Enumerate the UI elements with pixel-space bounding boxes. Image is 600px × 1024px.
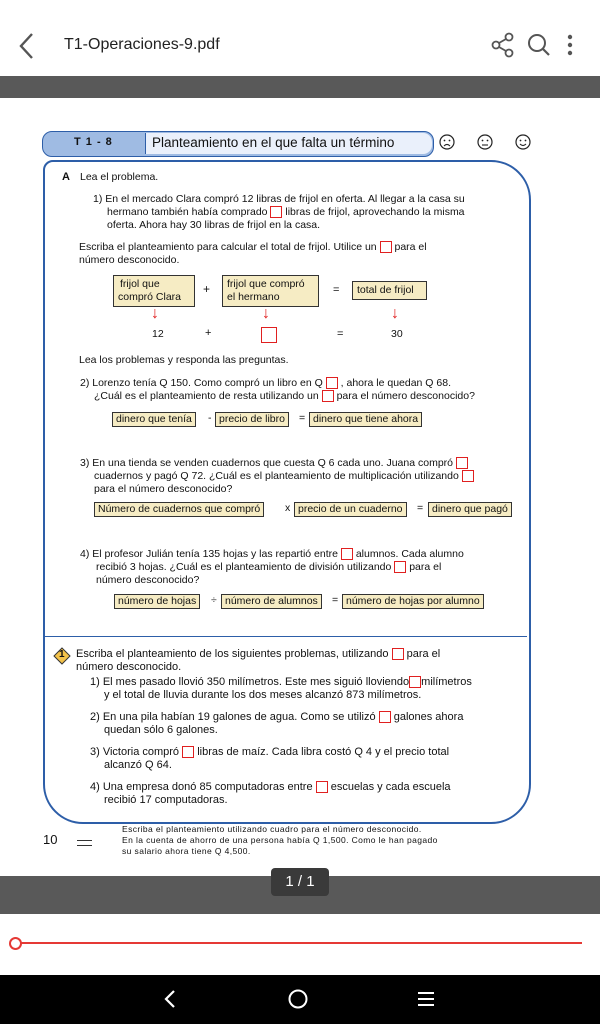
problem-4-line1-a: 4) El profesor Julián tenía 135 hojas y las repartió entre xyxy=(80,548,338,560)
problem-2-line1-a: 2) Lorenzo tenía Q 150. Como compró un libro en Q xyxy=(80,377,323,389)
viewer-background-top xyxy=(0,76,600,98)
s1-q2-line1-b: galones ahora xyxy=(393,711,464,723)
problem-4-line1 xyxy=(80,548,464,561)
nav-menu-icon[interactable] xyxy=(406,983,446,1015)
problem-4-line2-b: para el xyxy=(409,561,442,573)
unknown-box xyxy=(261,327,277,343)
p3-box-1: Número de cuadernos que compró xyxy=(94,502,264,517)
diagram-box-hermano-line1: frijol que compró xyxy=(227,278,305,290)
instruction-line1-b: para el xyxy=(394,241,427,253)
unknown-box xyxy=(394,561,406,573)
s1-q2-line1 xyxy=(90,711,463,723)
s1-q1-line2: y el total de lluvia durante los dos meses alcanzó 873 milímetros. xyxy=(104,689,422,701)
unknown-box xyxy=(409,676,421,688)
s1-q1-line1 xyxy=(90,676,472,688)
s1-q1-line1-b: milímetros xyxy=(421,676,472,688)
unknown-box xyxy=(326,377,338,389)
problem-2-line2-b: para el número desconocido? xyxy=(336,390,475,402)
read-problems-text: Lea los problemas y responda las preguntas. xyxy=(79,354,289,366)
neutral-face-icon xyxy=(477,134,493,155)
down-arrow-icon: ↓ xyxy=(391,305,399,322)
problem-4-line2 xyxy=(96,561,441,574)
p3-box-2: precio de un cuaderno xyxy=(294,502,407,517)
s1-q4-line1 xyxy=(90,781,451,793)
document-title: T1-Operaciones-9.pdf xyxy=(64,36,220,53)
problem-4-line2-a: recibió 3 hojas. ¿Cuál es el planteamiento de división utilizando xyxy=(96,561,392,573)
diagram-box-clara-line2: compró Clara xyxy=(118,291,182,303)
back-arrow-icon[interactable] xyxy=(14,28,42,64)
instruction-line1-a: Escriba el planteamiento para calcular el total de frijol. Utilice un xyxy=(79,241,377,253)
p2-op-2: = xyxy=(299,412,306,424)
diagram-value-30: 30 xyxy=(391,328,403,340)
diagram-box-clara-line1: frijol que xyxy=(120,278,160,290)
sad-face-icon xyxy=(439,134,455,155)
problem-1-line2-a: hermano también había comprado xyxy=(107,206,268,218)
unknown-box xyxy=(380,241,392,253)
s1-q3-line1-a: 3) Victoria compró xyxy=(90,746,180,758)
problem-4-line1-b: alumnos. Cada alumno xyxy=(355,548,464,560)
section-number: 1 xyxy=(59,649,65,660)
p2-op-1: - xyxy=(208,412,212,424)
p4-box-2: número de alumnos xyxy=(221,594,322,609)
page-slider-track[interactable] xyxy=(18,942,582,944)
footer-rule xyxy=(77,840,92,846)
s1-q4-line2: recibió 17 computadoras. xyxy=(104,794,228,806)
problem-3-line3: para el número desconocido? xyxy=(94,483,233,495)
problem-1-line2 xyxy=(107,206,465,219)
p4-box-1: número de hojas xyxy=(114,594,200,609)
diagram-box-total-label: total de frijol xyxy=(357,284,414,296)
diagram-equals-2: = xyxy=(337,328,344,340)
section-1-line2: número desconocido. xyxy=(76,661,182,673)
problem-2-line2-a: ¿Cuál es el planteamiento de resta utilizando un xyxy=(94,390,319,402)
p3-box-3: dinero que pagó xyxy=(428,502,512,517)
section-1-line1-a: Escriba el planteamiento de los siguientes problemas, utilizando xyxy=(76,648,389,660)
section-1-line1 xyxy=(76,648,440,660)
s1-q3-line1 xyxy=(90,746,449,758)
p2-box-2: precio de libro xyxy=(215,412,289,427)
diagram-box-hermano-line2: el hermano xyxy=(227,291,280,303)
nav-back-icon[interactable] xyxy=(150,983,190,1015)
footer-line2: En la cuenta de ahorro de una persona había Q 1,500. Como le han pagado xyxy=(122,835,438,845)
page-indicator: 1 / 1 xyxy=(271,868,329,896)
p2-box-1: dinero que tenía xyxy=(112,412,196,427)
down-arrow-icon: ↓ xyxy=(262,305,270,322)
unknown-box xyxy=(456,457,468,469)
page-number: 10 xyxy=(43,832,58,847)
page-slider-handle[interactable] xyxy=(9,937,22,950)
problem-2-line1-b: , ahora le quedan Q 68. xyxy=(340,377,451,389)
s1-q2-line2: quedan sólo 6 galones. xyxy=(104,724,218,736)
search-icon[interactable] xyxy=(525,30,553,60)
nav-home-icon[interactable] xyxy=(278,983,318,1015)
diagram-plus: + xyxy=(203,282,211,296)
section-1-line1-b: para el xyxy=(406,648,441,660)
p4-box-3: número de hojas por alumno xyxy=(342,594,484,609)
s1-q3-line2: alcanzó Q 64. xyxy=(104,759,172,771)
problem-3-line1 xyxy=(80,457,468,470)
unknown-box xyxy=(392,648,404,660)
unknown-box xyxy=(270,206,282,218)
instruction-line1 xyxy=(79,241,427,254)
diagram-equals: = xyxy=(333,284,340,296)
footer-line3: su salario ahora tiene Q 4,500. xyxy=(122,846,251,856)
diagram-value-12: 12 xyxy=(152,328,164,340)
problem-3-line2-text: cuadernos y pagó Q 72. ¿Cuál es el planteamiento de multiplicación utilizando xyxy=(94,470,459,482)
unknown-box xyxy=(322,390,334,402)
problem-1-line2-b: libras de frijol, aprovechando la misma xyxy=(285,206,465,218)
p4-op-2: = xyxy=(332,594,339,606)
instruction-line2: número desconocido. xyxy=(79,254,180,266)
share-icon[interactable] xyxy=(489,30,517,60)
s1-q4-line1-a: 4) Una empresa donó 85 computadoras entre xyxy=(90,781,313,793)
p4-op-1: ÷ xyxy=(211,594,217,606)
s1-q2-line1-a: 2) En una pila habían 19 galones de agua. Como se utilizó xyxy=(90,711,376,723)
p2-box-3: dinero que tiene ahora xyxy=(309,412,422,427)
pdf-page xyxy=(0,98,600,876)
problem-4-line3: número desconocido? xyxy=(96,574,200,586)
more-vert-icon[interactable] xyxy=(560,30,580,60)
lesson-code: T 1 - 8 xyxy=(74,136,113,148)
s1-q3-line1-b: libras de maíz. Cada libra costó Q 4 y el precio total xyxy=(197,746,450,758)
section-letter: A xyxy=(62,171,70,183)
problem-1-line3: oferta. Ahora hay 30 libras de frijol en la casa. xyxy=(107,219,321,231)
unknown-box xyxy=(316,781,328,793)
problem-3-line1-text: 3) En una tienda se venden cuadernos que cuesta Q 6 cada uno. Juana compró xyxy=(80,457,454,469)
s1-q1-line1-a: 1) El mes pasado llovió 350 milímetros. Este mes siguió lloviendo xyxy=(90,676,410,688)
unknown-box xyxy=(379,711,391,723)
problem-2-line2 xyxy=(94,390,475,403)
p3-op-2: = xyxy=(417,502,424,514)
lesson-title: Planteamiento en el que falta un término xyxy=(152,135,395,150)
problem-2-line1 xyxy=(80,377,451,390)
footer-line1: Escriba el planteamiento utilizando cuadro para el número desconocido. xyxy=(122,824,422,834)
section-divider xyxy=(45,636,527,637)
unknown-box xyxy=(341,548,353,560)
problem-1-line1: 1) En el mercado Clara compró 12 libras de frijol en oferta. Al llegar a la casa su xyxy=(93,193,465,205)
down-arrow-icon: ↓ xyxy=(151,305,159,322)
section-a-intro: Lea el problema. xyxy=(80,171,159,183)
unknown-box xyxy=(462,470,474,482)
diagram-plus-2: + xyxy=(205,327,212,339)
unknown-box xyxy=(182,746,194,758)
happy-face-icon xyxy=(515,134,531,155)
problem-3-line2 xyxy=(94,470,474,483)
s1-q4-line1-b: escuelas y cada escuela xyxy=(330,781,451,793)
p3-op-1: x xyxy=(285,502,291,514)
